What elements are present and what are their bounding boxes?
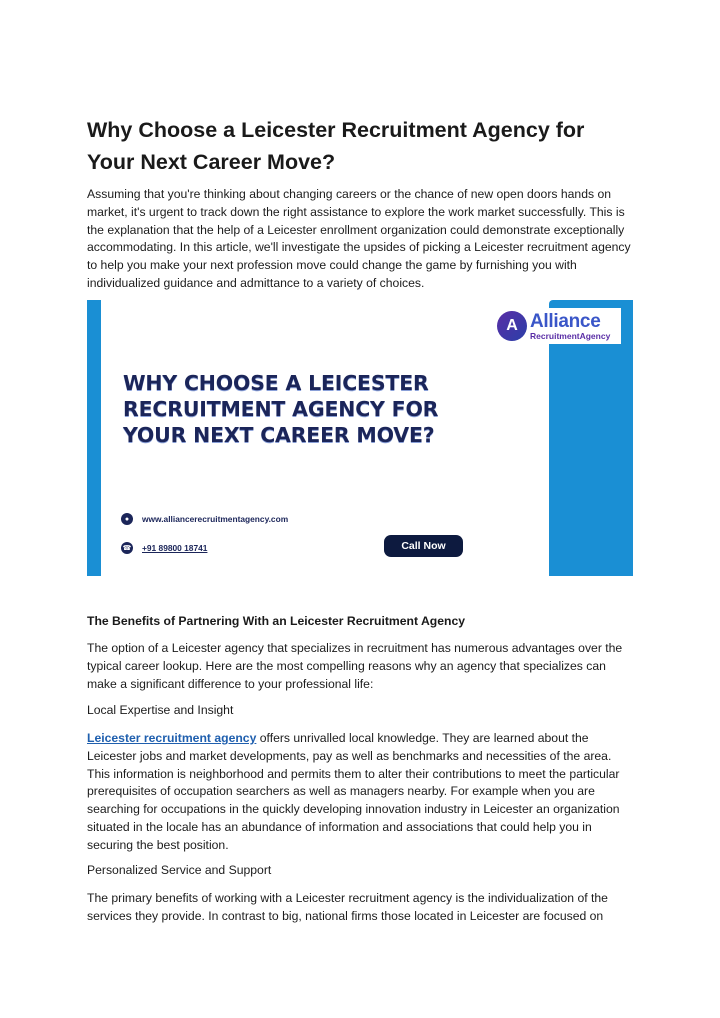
banner-phone: +91 89800 18741 xyxy=(142,543,208,553)
banner-phone-row xyxy=(121,542,207,554)
leicester-recruitment-agency-link[interactable]: Leicester recruitment agency xyxy=(87,731,257,745)
intro-paragraph: Assuming that you're thinking about changing careers or the chance of new open doors hands on market, it's urgent to track down the right assistance to explore the work market successfully. This is the explanation that the help of a Leicester enrollment organization could demonstrate exceptionally accommodating. In this article, we'll investigate the upsides of picking a Leicester recruitment agency to help you make your next profession move could change the game by furnishing you with individualized guidance and admittance to a variety of choices. xyxy=(87,187,631,290)
banner-left-bar xyxy=(87,300,101,576)
banner-headline: WHY CHOOSE A LEICESTER RECRUITMENT AGENCY FOR YOUR NEXT CAREER MOVE? xyxy=(123,371,439,447)
banner-website-row xyxy=(121,513,288,525)
benefits-paragraph: The option of a Leicester agency that specializes in recruitment has numerous advantages over the typical career lookup. Here are the most compelling reasons why an agency that specializes can make a significant difference to your professional life: xyxy=(87,641,623,691)
page-title: Why Choose a Leicester Recruitment Agency for Your Next Career Move? xyxy=(87,118,585,174)
local-expertise-paragraph xyxy=(87,730,635,855)
benefits-heading: The Benefits of Partnering With an Leicester Recruitment Agency xyxy=(87,614,466,628)
personalized-service-paragraph: The primary benefits of working with a Leicester recruitment agency is the individualization of the services they provide. In contrast to big, national firms those located in Leicester are focused on xyxy=(87,891,608,923)
alliance-logo-icon: A xyxy=(497,311,527,341)
personalized-service-heading: Personalized Service and Support xyxy=(87,863,272,877)
globe-icon: ● xyxy=(121,513,133,525)
call-now-button: Call Now xyxy=(384,535,463,557)
banner-website: www.alliancerecruitmentagency.com xyxy=(142,514,289,524)
phone-icon: ☎ xyxy=(121,542,133,554)
local-expertise-text: offers unrivalled local knowledge. They are learned about the Leicester jobs and market developments, pay as well as benchmarks and necessities of the area. This information is neighborhood and permits them to alter their contributions to meet the particular prerequisites of occupation searchers as well as managers nearby. For example when you are searching for occupations in the quickly developing innovation industry in Leicester an organization situated in the locale has an abundance of information and associations that could help you in securing the best position. xyxy=(87,731,620,852)
alliance-logo-text xyxy=(530,312,610,341)
logo-subtitle: RecruitmentAgency xyxy=(530,330,611,341)
logo-name: Alliance xyxy=(530,310,601,332)
local-expertise-heading: Local Expertise and Insight xyxy=(87,703,234,717)
alliance-logo xyxy=(497,308,621,344)
article-banner-image xyxy=(87,300,633,576)
